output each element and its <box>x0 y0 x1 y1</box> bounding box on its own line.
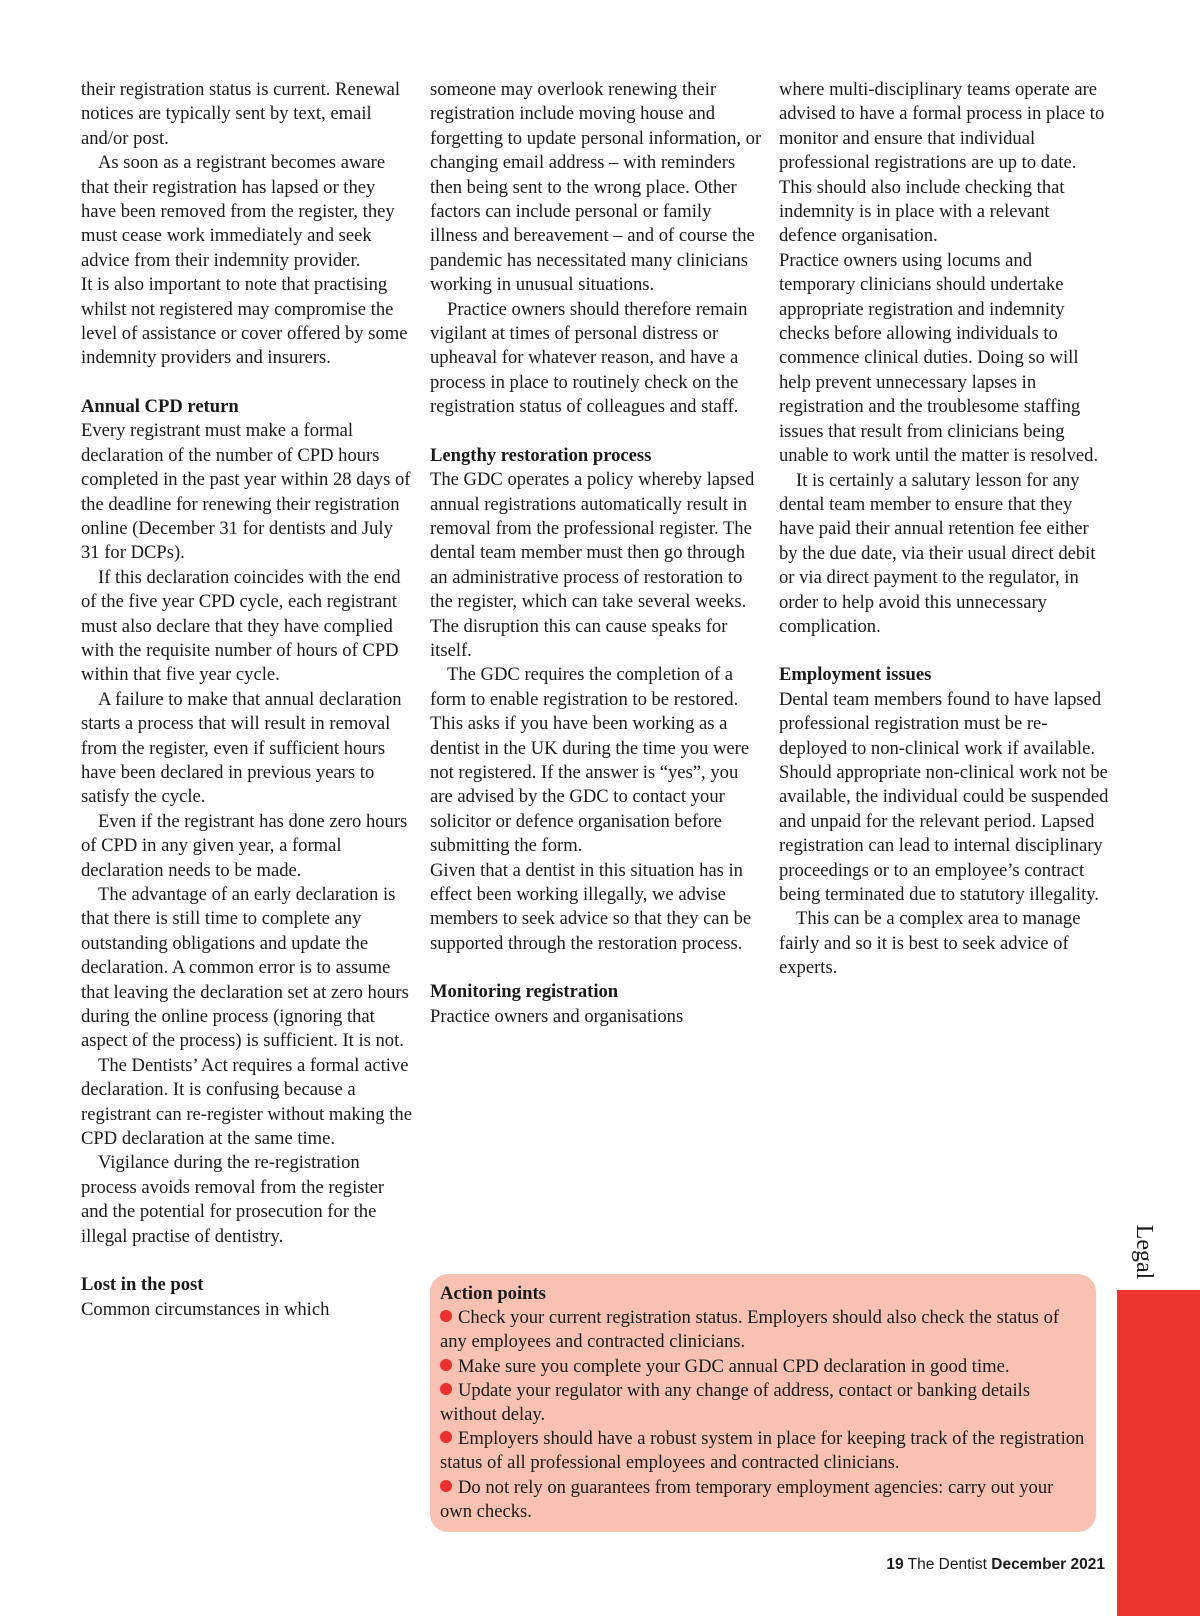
paragraph: It is also important to note that practising whilst not registered may compromise the level of assistance or cover offered by some indemnity providers and insurers. <box>81 274 408 369</box>
paragraph: It is certainly a salutary lesson for any dental team member to ensure that they have paid their annual retention fee either by the due date, via their usual direct debit or via direct payment to the regulator, in order to help avoid this unnecessary complication. <box>779 469 1096 637</box>
action-point-text: Do not rely on guarantees from temporary employment agencies: carry out your own checks. <box>440 1476 1054 1522</box>
action-point <box>440 1476 1086 1524</box>
article-column-1 <box>81 78 413 1322</box>
paragraph: Practice owners and organisations <box>430 1005 684 1027</box>
article-column-3 <box>779 78 1111 981</box>
section-heading-monitoring-registration: Monitoring registration <box>430 981 619 1003</box>
section-heading-employment-issues: Employment issues <box>779 664 932 686</box>
paragraph: This can be a complex area to manage fairly and so it is best to seek advice of experts. <box>779 908 1081 979</box>
section-color-tab <box>1117 1290 1200 1616</box>
paragraph: The advantage of an early declaration is that there is still time to complete any outstanding obligations and update the declaration. A common error is to assume that leaving the declaration set at zero hours during the online process (ignoring that aspect of the process) is sufficient. It is not. <box>81 884 409 1052</box>
action-point <box>440 1355 1086 1379</box>
paragraph: Practice owners should therefore remain vigilant at times of personal distress or upheaval for whatever reason, and have a process in place to routinely check on the registration status of colleagues and staff. <box>430 298 748 418</box>
paragraph: Practice owners using locums and temporary clinicians should undertake appropriate registration and indemnity checks before allowing individuals to commence clinical duties. Doing so will help prevent unnecessary lapses in registration and the troublesome staffing issues that result from clinicians being unable to work until the matter is resolved. <box>779 249 1099 467</box>
section-heading-lost-in-the-post: Lost in the post <box>81 1274 204 1296</box>
action-point <box>440 1427 1086 1475</box>
bullet-icon <box>440 1383 452 1395</box>
publication-name: The Dentist <box>907 1556 987 1573</box>
action-point-text: Check your current registration status. Employers should also check the status of any employees and contracted clinicians. <box>440 1307 1060 1353</box>
section-label-legal: Legal <box>1131 1224 1158 1280</box>
paragraph: Even if the registrant has done zero hours of CPD in any given year, a formal declaration needs to be made. <box>81 810 408 881</box>
issue-date: December 2021 <box>991 1556 1105 1573</box>
bullet-icon <box>440 1480 452 1492</box>
paragraph: Dental team members found to have lapsed professional registration must be re-deployed to non-clinical work if available. Should appropriate non-clinical work not be available, the individual could be suspended and unpaid for the relevant period. Lapsed registration can lead to internal disciplinary proceedings or to an employee’s contract being terminated due to statutory illegality. <box>779 688 1109 905</box>
paragraph: The Dentists’ Act requires a formal active declaration. It is confusing because a registrant can re-register without making the CPD declaration at the same time. <box>81 1054 412 1150</box>
page-number: 19 <box>886 1556 904 1573</box>
paragraph: Given that a dentist in this situation has in effect been working illegally, we advise members to seek advice so that they can be supported through the restoration process. <box>430 859 752 954</box>
paragraph: Vigilance during the re-registration process avoids removal from the register and the potential for prosecution for the illegal practise of dentistry. <box>81 1152 385 1247</box>
page-footer <box>886 1556 1105 1574</box>
paragraph: The GDC requires the completion of a form to enable registration to be restored. This asks if you have been working as a dentist in the UK during the time you were not registered. If the answer is “yes”, you are advised by the GDC to contact your solicitor or defence organisation before submitting the form. <box>430 664 750 857</box>
bullet-icon <box>440 1310 452 1322</box>
bullet-icon <box>440 1359 452 1371</box>
action-point-text: Employers should have a robust system in place for keeping track of the registration status of all professional employees and contracted clinicians. <box>440 1428 1085 1474</box>
action-points-title: Action points <box>440 1283 546 1304</box>
paragraph: Every registrant must make a formal declaration of the number of CPD hours completed in the past year within 28 days of the deadline for renewing their registration online (December 31 for dentists and July 31 for DCPs). <box>81 420 411 564</box>
paragraph: A failure to make that annual declaration starts a process that will result in removal from the register, even if sufficient hours have been declared in previous years to satisfy the cycle. <box>81 688 402 808</box>
action-points-box <box>430 1274 1096 1532</box>
paragraph: Common circumstances in which <box>81 1298 330 1320</box>
action-point-text: Update your regulator with any change of address, contact or banking details without delay. <box>440 1379 1031 1426</box>
bullet-icon <box>440 1431 452 1443</box>
paragraph: If this declaration coincides with the end of the five year CPD cycle, each registrant must also declare that they have complied with the requisite number of hours of CPD within that five year cycle. <box>81 566 401 686</box>
action-point-text: Make sure you complete your GDC annual CPD declaration in good time. <box>458 1355 1010 1377</box>
article-column-2 <box>430 78 762 1029</box>
section-heading-annual-cpd-return: Annual CPD return <box>81 395 239 417</box>
action-point <box>440 1379 1086 1427</box>
action-point <box>440 1306 1086 1354</box>
paragraph: As soon as a registrant becomes aware that their registration has lapsed or they have been removed from the register, they must cease work immediately and seek advice from their indemnity provider. <box>81 152 395 271</box>
paragraph: their registration status is current. Renewal notices are typically sent by text, email and/or post. <box>81 79 401 149</box>
section-heading-lengthy-restoration-process: Lengthy restoration process <box>430 444 652 466</box>
paragraph: The GDC operates a policy whereby lapsed annual registrations automatically result in removal from the professional register. The dental team member must then go through an administrative process of restoration to the register, which can take several weeks. The disruption this can cause speaks for itself. <box>430 469 755 661</box>
paragraph: someone may overlook renewing their registration include moving house and forgetting to update personal information, or changing email address – with reminders then being sent to the wrong place. Other factors can include personal or family illness and bereavement – and of course the pandemic has necessitated many clinicians working in unusual situations. <box>430 79 762 296</box>
paragraph: where multi-disciplinary teams operate are advised to have a formal process in place to monitor and ensure that individual professional registrations are up to date. This should also include checking that indemnity is in place with a relevant defence organisation. <box>779 79 1105 247</box>
